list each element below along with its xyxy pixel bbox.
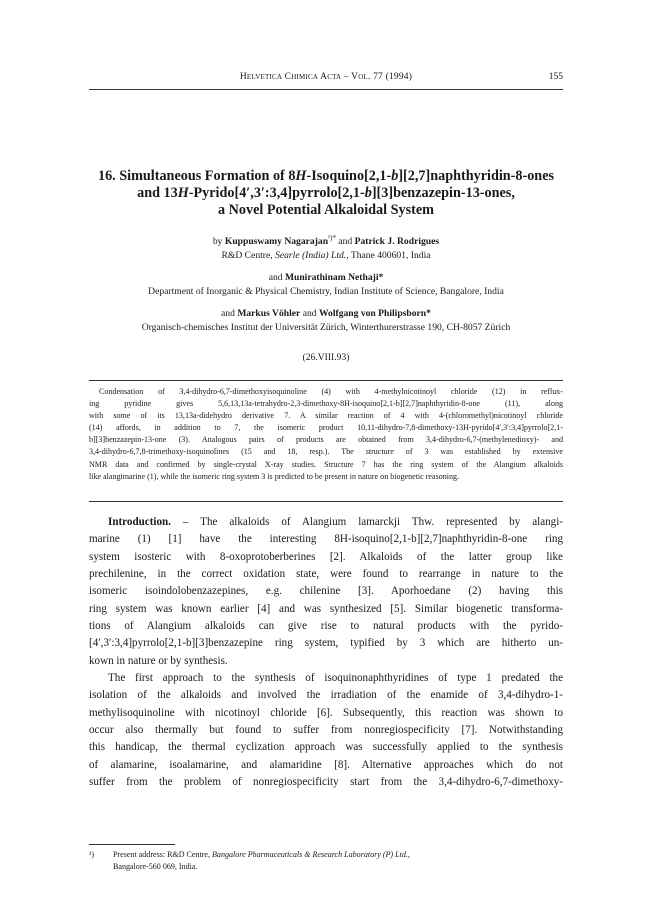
affiliation-1: R&D Centre, Searle (India) Ltd., Thane 400601, India [221, 249, 431, 261]
footnote-line-1: Present address: R&D Centre, Bangalore Pharmaceuticals & Research Laboratory (P) Ltd., [113, 850, 410, 859]
author-block [89, 232, 563, 334]
author-rodrigues: Patrick J. Rodrigues [354, 236, 440, 248]
footnote-line-2: Bangalore-560 069, India. [113, 862, 198, 871]
body-line: kown in nature or by synthesis. [89, 654, 228, 667]
footnote [89, 849, 563, 873]
journal-name: Helvetica Chimica Acta – Vol. 77 (1994) [239, 72, 413, 82]
abstract-line: with some of its 13,13a-didehydro derivative 7. A similar reaction of 4 with 4-(chloromethyl)nicotinoyl chloride [89, 411, 563, 421]
article-title [89, 168, 563, 219]
title-line-1: 16. Simultaneous Formation of 8H-Isoquino[2,1-b][2,7]naphthyridin-8-ones [97, 168, 555, 184]
title-line-2: and 13H-Pyrido[4′,3′:3,4]pyrrolo[2,1-b][3]benzazepin-13-ones, [137, 185, 515, 201]
body-line: methylisoquinoline with nicotinoyl chloride [6]. Subsequently, this reaction was shown to [89, 706, 563, 719]
body-line: Introduction. – The alkaloids of Alangium lamarckji Thw. represented by alangi- [108, 516, 563, 528]
affiliation-3: Organisch-chemisches Institut der Universität Zürich, Winterthurerstrasse 190, CH-8057 Zürich [141, 321, 511, 333]
abstract [89, 386, 563, 483]
abstract-top-rule [89, 380, 563, 381]
running-header [89, 72, 563, 86]
body-line: ring system was known earlier [4] and was synthesized [5]. Similar biogenetic transforma- [89, 602, 563, 615]
body-line: [4′,3′:3,4]pyrrolo[2,1-b][3]benzazepine ring system, typified by 3 which are hitherto un- [89, 637, 563, 650]
body-line: isolation of the alkaloids and involved the irradiation of the enamide of 3,4-dihydro-1- [89, 689, 563, 702]
body-line: of alamarine, isoalamarine, and alamaridine [8]. Alternative approaches which do not [89, 758, 563, 771]
author-nethaji: Munirathinam Nethaji* [284, 272, 384, 284]
author-philipsborn: Wolfgang von Philipsborn* [318, 308, 431, 320]
body-line: isomeric isoindolobenzazepines, e.g. chilenine [3]. Aporhoedane (2) having this [89, 585, 563, 598]
abstract-line: (14) affords, in addition to 7, the isomeric product 10,11-dihydro-7,8-dimethoxy-13H-pyrido[4′,3′:3,4]pyrrolo[2,1- [89, 423, 563, 433]
abstract-line: ing pyridine gives 5,6,13,13a-tetrahydro-2,3-dimethoxy-8H-isoquino[2,1-b][2,7]naphthyridin-8-one (11), along [89, 399, 563, 409]
body-line: tions of Alangium alkaloids can give rise to natural products with the pyrido- [89, 620, 563, 633]
body-line: occur also thermally but found to suffer from nonregiospecificity [7]. Notwithstanding [89, 724, 563, 737]
abstract-line: 3,4-dihydro-6,7,8-trimethoxy-isoquinolines (15 and 18, resp.). The structure of 3 was established by extensive [89, 447, 563, 457]
introduction-heading: Introduction. [108, 516, 171, 528]
body-line: suffer from the problem of nonregiospecificity start from the 3,4-dihydro-6,7-dimethoxy- [89, 776, 563, 789]
footnote-mark: ¹) [89, 850, 95, 859]
body-line: The first approach to the synthesis of isoquinonaphthyridines of type 1 predated the [108, 672, 563, 685]
title-line-3: a Novel Potential Alkaloidal System [218, 202, 434, 218]
author-nagarajan: Kuppuswamy Nagarajan [224, 236, 329, 248]
body-line: system isosteric with 8-oxoprotoberberines [2]. Alkaloids of the latter group like [89, 550, 563, 563]
body-line: marine (1) [1] have the interesting 8H-isoquino[2,1-b][2,7]naphthyridin-8-one ring [89, 533, 563, 546]
body-line: prechilenine, in the correct oxidation state, were found to rearrange in nature to the [89, 568, 563, 581]
footnote-rule [89, 844, 175, 845]
author-voehler: Markus Vöhler [237, 308, 301, 320]
author-line-2: and Munirathinam Nethaji* [268, 272, 384, 284]
received-date: (26.VIII.93) [302, 352, 350, 363]
abstract-line: b][3]benzazepin-13-one (3). Analogous pairs of products are obtained from 3,4-dihydro-6,7-(methylenedioxy)- and [89, 435, 563, 445]
body-text [89, 514, 563, 792]
author-line-1: by Kuppuswamy Nagarajan$^{^1)*}$ and Patrick J. Rodrigues [212, 234, 440, 248]
abstract-line: Condensation of 3,4-dihydro-6,7-dimethoxyisoquinoline (4) with 4-methylnicotinoyl chloride (12) in reflux- [99, 387, 563, 396]
author-line-3: and Markus Vöhler and Wolfgang von Philipsborn* [221, 308, 431, 320]
abstract-line: like alangimarine (1), while the isomeric ring system 3 is predicted to be present in nature on biogenetic reasoning. [89, 471, 460, 481]
body-line: this handicap, the thermal cyclization approach was successfully applied to the synthesis [89, 741, 563, 754]
affiliation-2: Department of Inorganic & Physical Chemistry, Indian Institute of Science, Bangalore, India [148, 285, 504, 297]
abstract-bottom-rule [89, 501, 563, 502]
page-number: 155 [548, 72, 563, 82]
header-rule [89, 89, 563, 90]
abstract-line: NMR data and confirmed by single-crystal X-ray studies. Structure 7 has the ring system of the Alangium alkaloids [89, 459, 563, 469]
